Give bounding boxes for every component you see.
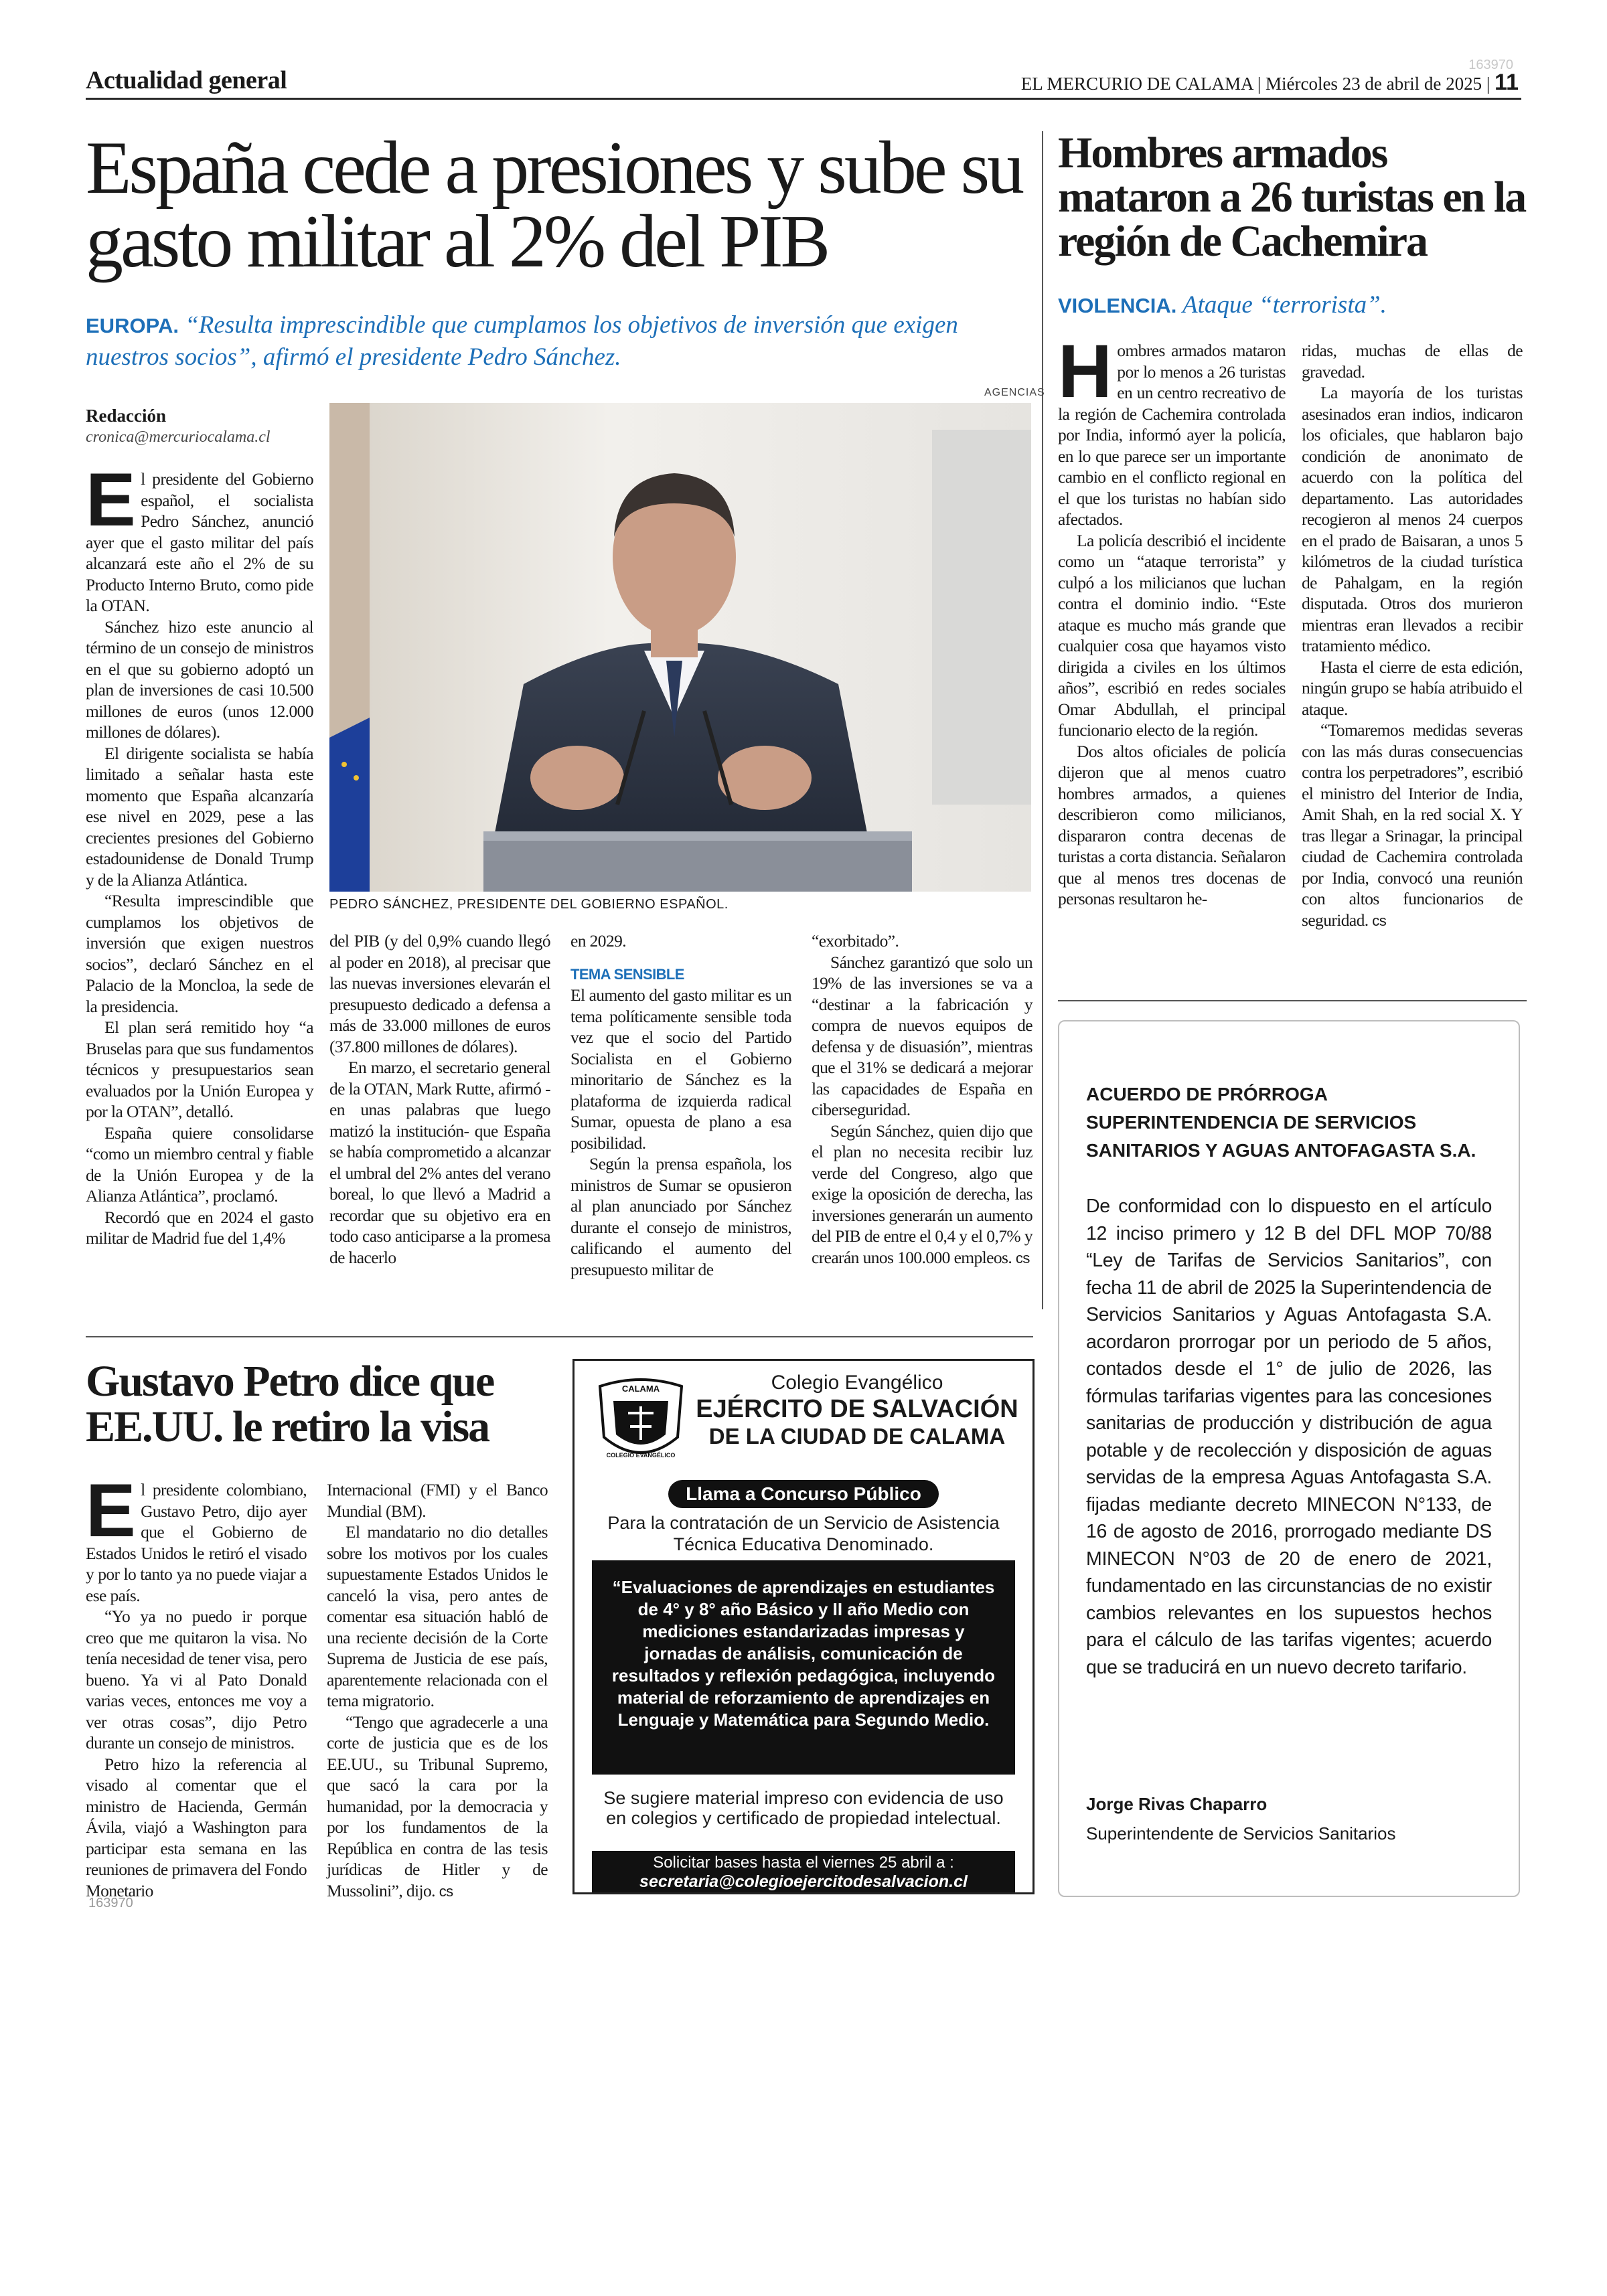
- ad-service-box: “Evaluaciones de aprendizajes en estudiantes de 4° y 8° año Básico y II año Medio con mediciones estandarizadas impresas y jornadas de análisis, comunicación de resultados y reflexión pedagógica, incluyendo material de reforzamiento de aprendizajes en Lenguaje y Matemática para Segundo Medio.: [592, 1560, 1015, 1775]
- ad-school-type: Colegio Evangélico: [771, 1372, 943, 1394]
- section-name: Actualidad general: [86, 66, 287, 94]
- side-article-rule: [1058, 1000, 1527, 1001]
- petro-article-col-2: [327, 1479, 548, 1902]
- main-headline: España cede a presiones y sube su gasto militar al 2% del PIB: [86, 127, 1022, 283]
- petro-dropcap: E: [86, 1469, 136, 1552]
- main-paragraph: España quiere consolidarse “como un miembro central y fiable de la Unión Europea y de la Alianza Atlántica”, proclamó.: [86, 1123, 313, 1206]
- side-paragraph: Hasta el cierre de esta edición, ningún grupo se había atribuido el ataque.: [1302, 657, 1523, 719]
- petro-paragraph: “Tengo que agradecerle a una corte de justicia que es de los EE.UU., su Tribunal Supremo, que sacó la cara por la humanidad, por la democracia y por los fundamentos de la República en contra de las tesis jurídicas de Hitler y de Mussolini”, dijo. cs: [327, 1712, 548, 1900]
- header-rule: [86, 98, 1521, 100]
- petro-headline: Gustavo Petro dice que EE.UU. le retiro la visa: [86, 1357, 494, 1451]
- article-photo: [329, 403, 1031, 892]
- side-paragraph: Hombres armados mataron por lo menos a 26 turistas en un centro recreativo de la región de Cachemira controlada por India, informó ayer la policía, en lo que parece ser un importante cambio en el conflicto regional en el que los turistas no habían sido afectados.: [1058, 329, 1286, 529]
- masthead-text: EL MERCURIO DE CALAMA | Miércoles 23 de abril de 2025 |: [1020, 74, 1490, 94]
- school-crest-icon: [593, 1373, 688, 1468]
- ad-deadline: Solicitar bases hasta el viernes 25 abril a :: [653, 1854, 954, 1872]
- side-dek: [1058, 289, 1540, 321]
- side-paragraph: ridas, muchas de ellas de gravedad.: [1302, 341, 1523, 382]
- ad-contact-bar: [592, 1851, 1015, 1892]
- main-subhead: TEMA SENSIBLE: [570, 965, 684, 983]
- school-ad: [572, 1359, 1035, 1894]
- column-divider: [1042, 131, 1043, 1309]
- end-mark-icon: cs: [439, 1882, 453, 1900]
- side-article-col-2: [1302, 340, 1523, 931]
- ad-note: Se sugiere material impreso con evidencia de uso en colegios y certificado de propiedad intelectual.: [603, 1788, 1004, 1828]
- masthead: [1021, 70, 1519, 96]
- photo-credit: AGENCIAS: [984, 387, 1045, 398]
- ad-school-name: EJÉRCITO DE SALVACIÓN: [696, 1395, 1018, 1423]
- petro-article-col-1: [86, 1469, 307, 1901]
- main-article-col-1: [86, 458, 313, 1249]
- main-article-col-3: [570, 930, 791, 1280]
- main-kicker: EUROPA.: [86, 314, 179, 337]
- main-article-col-2: [329, 930, 550, 1268]
- side-article-col-1: [1058, 329, 1286, 910]
- main-paragraph: “Resulta imprescindible que cumplamos los objetivos de inversión que exigen nuestros socios”, declaró Sánchez en el Palacio de la Moncloa, la sede de la presidencia.: [86, 891, 313, 1016]
- crest-bottom-text: COLEGIO EVANGÉLICO: [606, 1452, 676, 1459]
- bottom-code: 163970: [88, 1896, 133, 1910]
- main-paragraph: En marzo, el secretario general de la OTAN, Mark Rutte, afirmó -en unas palabras que luego matizó la institución- que España se había comprometido a alcanzar el umbral del 2% antes del verano boreal, lo que llevó a Madrid a recordar que su objetivo era en todo caso anticiparse a la promesa de hacerlo: [329, 1058, 550, 1267]
- top-code: 163970: [1468, 58, 1513, 72]
- side-paragraph: Dos altos oficiales de policía dijeron que al menos cuatro hombres armados, a quienes describieron como milicianos, dispararon contra decenas de turistas a corta distancia. Señalaron que al menos tres docenas de personas resultaron he-: [1058, 741, 1286, 908]
- ad-school-city: DE LA CIUDAD DE CALAMA: [708, 1424, 1006, 1449]
- main-dek-text: “Resulta imprescindible que cumplamos los objetivos de inversión que exigen nuestros socios”, afirmó el presidente Pedro Sánchez.: [86, 311, 958, 371]
- photo-illustration: [329, 403, 1031, 892]
- side-headline: Hombres armados mataron a 26 turistas en la región de Cachemira: [1058, 129, 1526, 266]
- page-number: 11: [1495, 70, 1519, 95]
- side-paragraph: La policía describió el incidente como un “ataque terrorista” y culpó a los milicianos que luchan contra el dominio indio. “Este ataque es mucho más grande que cualquier cosa que hayamos visto dirigida a civiles en los últimos años”, escribió en redes sociales Omar Abdullah, el principal funcionario electo de la región.: [1058, 530, 1286, 740]
- byline-email: cronica@mercuriocalama.cl: [86, 428, 271, 446]
- side-kicker: VIOLENCIA.: [1058, 294, 1177, 317]
- end-mark-icon: cs: [1372, 912, 1387, 929]
- main-paragraph: Recordó que en 2024 el gasto militar de Madrid fue del 1,4%: [86, 1207, 313, 1248]
- main-paragraph: Sánchez hizo este anuncio al término de un consejo de ministros en el que su gobierno adoptó un plan de inversiones de casi 10.500 millones de euros (unos 12.000 millones de dólares).: [86, 617, 313, 742]
- lower-section-rule: [86, 1336, 1033, 1337]
- ad-subtitle: Para la contratación de un Servicio de Asistencia Técnica Educativa Denominado.: [607, 1513, 1000, 1554]
- main-paragraph: El dirigente socialista se había limitado a señalar hasta este momento que España alcanzaría ese nivel en 2029, pese a las crecientes presiones del Gobierno estadounidense de Donald Trump y de la Alianza Atlántica.: [86, 743, 313, 890]
- petro-paragraph: “Yo ya no puedo ir porque creo que me quitaron la visa. No tenía necesidad de tener visa, pero bueno. Ya vi al Pato Donald varias veces, entonces me voy a ver otras cosas”, dijo Petro durante un consejo de ministros.: [86, 1607, 307, 1752]
- main-paragraph: en 2029.: [570, 931, 627, 951]
- legal-notice: [1058, 1020, 1520, 1897]
- main-paragraph: del PIB (y del 0,9% cuando llegó al poder en 2018), al precisar que las nuevas inversiones elevarán el presupuesto dedicado a defensa a más de 33.000 millones de euros (37.800 millones de dólares).: [329, 931, 550, 1056]
- byline: Redacción: [86, 406, 166, 426]
- main-dek: [86, 309, 1037, 373]
- notice-role: Superintendente de Servicios Sanitarios: [1086, 1823, 1396, 1843]
- notice-title: ACUERDO DE PRÓRROGA SUPERINTENDENCIA DE SERVICIOS SANITARIOS Y AGUAS ANTOFAGASTA S.A.: [1086, 1084, 1476, 1161]
- main-paragraph: “exorbitado”.: [812, 931, 899, 951]
- petro-paragraph: El mandatario no dio detalles sobre los motivos por los cuales supuestamente Estados Unidos le canceló la visa, pero antes de comentar esa situación habló de una reciente decisión de la Corte Suprema de Justicia de ese país, aparentemente relacionada con el tema migratorio.: [327, 1522, 548, 1710]
- main-paragraph: El presidente del Gobierno español, el socialista Pedro Sánchez, anunció ayer que el gasto militar del país alcanzará este año el 2% de su Producto Interno Bruto, como pide la OTAN.: [86, 458, 313, 615]
- main-paragraph: Según Sánchez, quien dijo que el plan no necesita recibir luz verde del Congreso, algo que exige la oposición de derecha, las inversiones generarán un aumento del PIB de entre el 0,4 y el 0,7% y crearán unos 100.000 empleos. cs: [812, 1121, 1032, 1267]
- petro-paragraph: Internacional (FMI) y el Banco Mundial (BM).: [327, 1480, 548, 1521]
- main-paragraph: Según la prensa española, los ministros de Sumar se opusieron al plan anunciado por Sánchez durante el consejo de ministros, calificando el aumento del presupuesto militar de: [570, 1154, 791, 1279]
- side-dropcap: H: [1058, 329, 1112, 413]
- main-dropcap: E: [86, 458, 136, 542]
- photo-caption: PEDRO SÁNCHEZ, PRESIDENTE DEL GOBIERNO ESPAÑOL.: [329, 897, 729, 912]
- notice-signatory: Jorge Rivas Chaparro: [1086, 1794, 1268, 1814]
- side-dek-text: Ataque “terrorista”.: [1176, 291, 1387, 319]
- main-paragraph: El aumento del gasto militar es un tema políticamente sensible toda vez que el socio del Partido Socialista en el Gobierno minoritario de Sánchez es la plataforma de izquierda radical Sumar, opuesta de plano a esa posibilidad.: [570, 985, 791, 1153]
- petro-paragraph: El presidente colombiano, Gustavo Petro, dijo ayer que el Gobierno de Estados Unidos le retiró el visado y por lo tanto ya no puede viajar a ese país.: [86, 1469, 307, 1605]
- main-paragraph: Sánchez garantizó que solo un 19% de las inversiones se va a “destinar a la fabricación y compra de nuevos equipos de defensa y de disuasión”, mientras que el 31% se dedicará a mejorar las capacidades de España en ciberseguridad.: [812, 952, 1032, 1119]
- end-mark-icon: cs: [1015, 1249, 1030, 1266]
- main-paragraph: El plan será remitido hoy “a Bruselas para que sus fundamentos técnicos y presupuestarios sean evaluados por la Unión Europea y por la OTAN”, detalló.: [86, 1017, 313, 1121]
- petro-paragraph: Petro hizo la referencia al visado al comentar que el ministro de Hacienda, Germán Ávila, viajó a Washington para participar esta semana en las reuniones de primavera del Fondo Monetario: [86, 1754, 307, 1900]
- crest-top-text: CALAMA: [621, 1384, 660, 1394]
- notice-body: De conformidad con lo dispuesto en el artículo 12 inciso primero y 12 B del DFL MOP 70/88 “Ley de Tarifas de Servicios Sanitarios”, con fecha 11 de abril de 2025 la Superintendencia de Servicios Sanitarios y Aguas Antofagasta S.A. acordaron prorrogar por un periodo de 5 años, contados desde el 1° de julio de 2026, las fórmulas tarifarias vigentes para las concesiones sanitarias de producción y distribución de agua potable y de recolección y disposición de aguas servidas de la empresa Aguas Antofagasta S.A. fijadas mediante decreto MINECON N°133, de 16 de agosto de 2016, prorrogado mediante DS MINECON N°03 de 20 de enero de 2021, fundamentado en las circunstancias de no existir cambios relevantes en los supuestos hechos para el cálculo de las tarifas vigentes; acuerdo que se traducirá en un nuevo decreto tarifario.: [1086, 1196, 1492, 1678]
- ad-call-pill: Llama a Concurso Público: [668, 1480, 939, 1508]
- ad-email: secretaria@colegioejercitodesalvacion.cl: [639, 1872, 968, 1891]
- main-article-col-4: [812, 930, 1032, 1268]
- side-paragraph: La mayoría de los turistas asesinados eran indios, indicaron los oficiales, que hablaron bajo condición de anonimato de acuerdo con la política del departamento. Las autoridades recogieron al menos 24 cuerpos en el prado de Baisaran, a unos 5 kilómetros de la ciudad turística de Pahalgam, en la región disputada. Otros dos murieron mientras eran llevados a recibir tratamiento médico.: [1302, 383, 1523, 655]
- side-paragraph: “Tomaremos medidas severas con las más duras consecuencias contra los perpetradores”, escribió el ministro del Interior de India, Amit Shah, en la red social X. Y tras llegar a Srinagar, la principal ciudad de Cachemira controlada por India, convocó una reunión con altos funcionarios de seguridad. cs: [1302, 720, 1523, 930]
